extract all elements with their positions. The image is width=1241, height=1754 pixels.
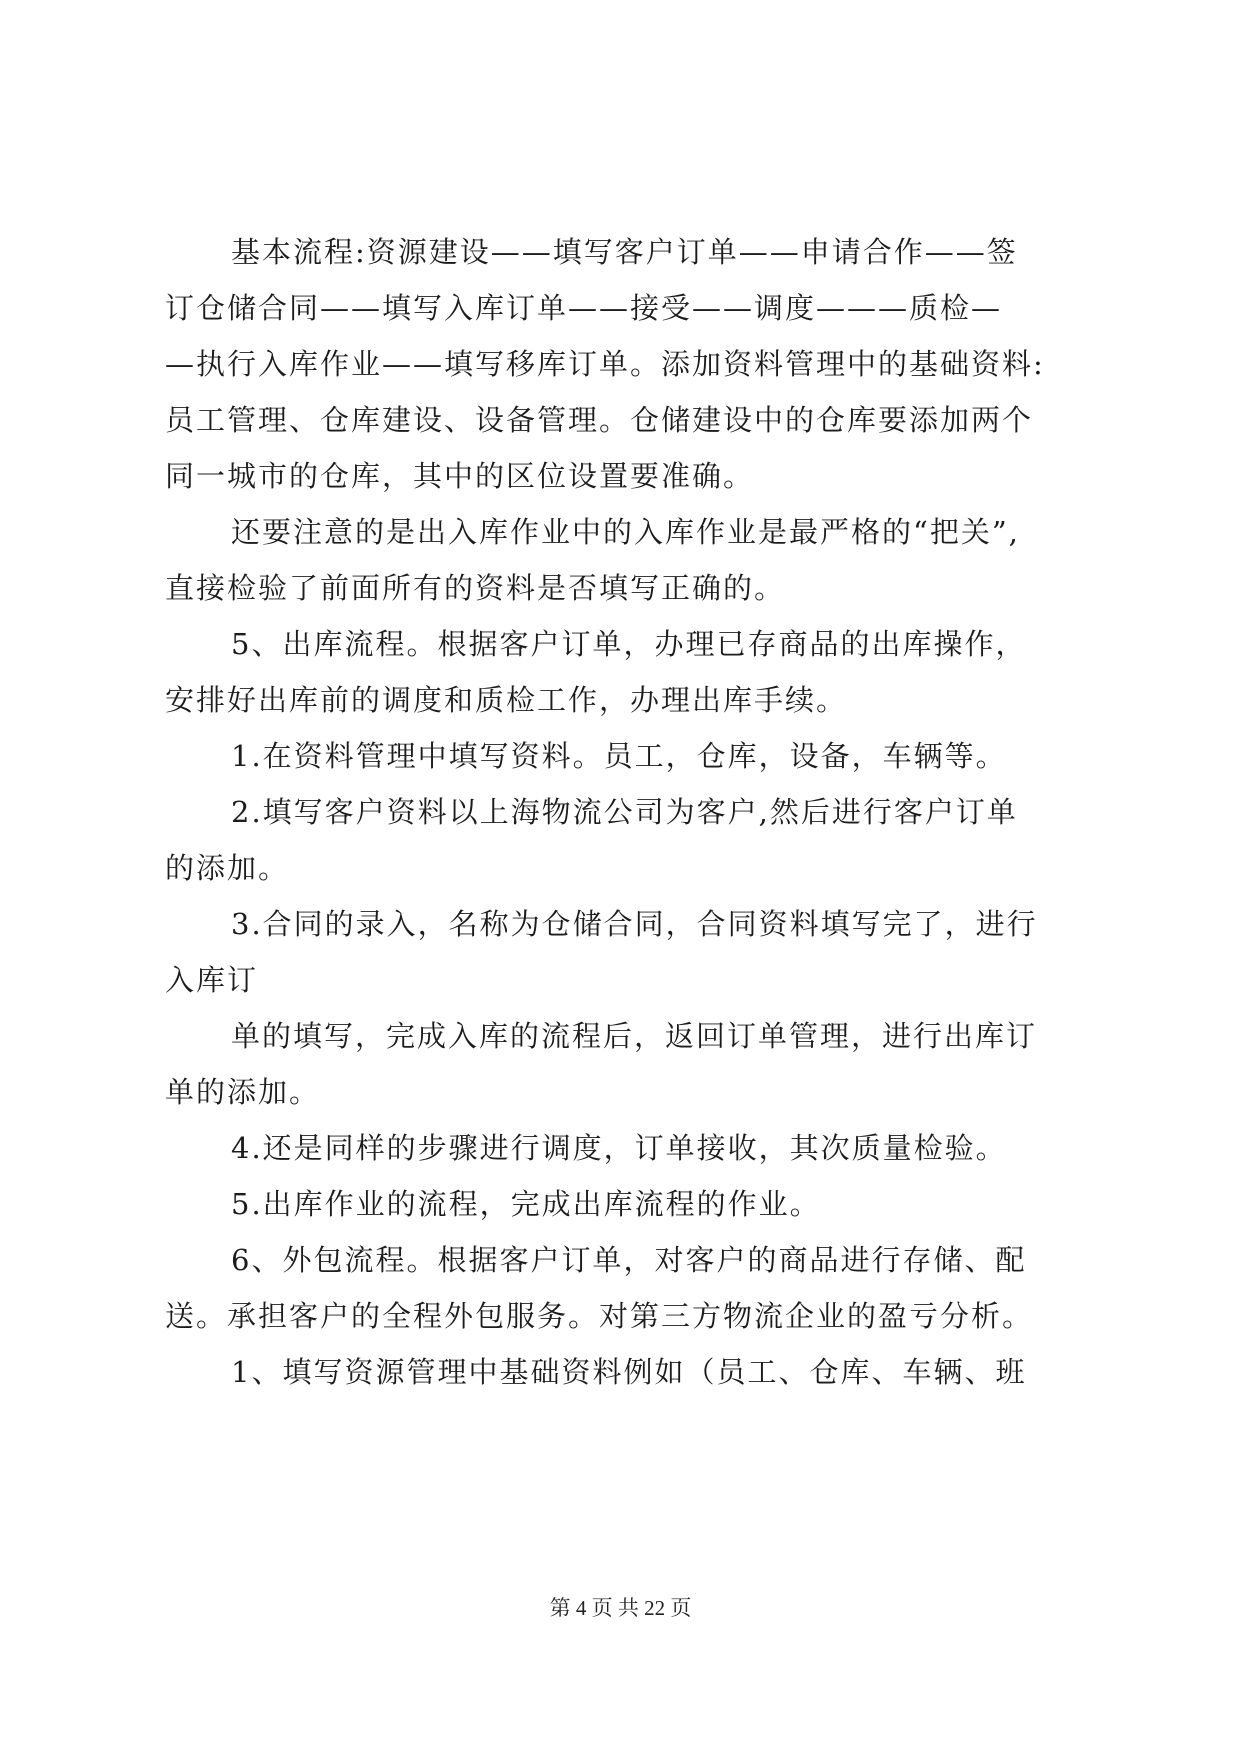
text-line: 同一城市的仓库，其中的区位设置要准确。: [165, 459, 755, 493]
text-line: 3.合同的录入，名称为仓储合同，合同资料填写完了，进行: [231, 907, 1038, 941]
text-line: 1、填写资源管理中基础资料例如（员工、仓库、车辆、班: [231, 1355, 1027, 1389]
text-line: 安排好出库前的调度和质检工作，办理出库手续。: [165, 683, 848, 717]
text-line: 送。承担客户的全程外包服务。对第三方物流企业的盈亏分析。: [165, 1299, 1034, 1333]
text-line: 入库订: [165, 963, 259, 997]
text-line: 的添加。: [165, 851, 290, 885]
text-line: 基本流程:资源建设——填写客户订单——申请合作——签: [231, 235, 1018, 269]
text-line: 1.在资料管理中填写资料。员工，仓库，设备，车辆等。: [231, 739, 1007, 773]
text-line: 订仓储合同——填写入库订单——接受——调度———质检—: [165, 291, 1003, 325]
text-line: 2.填写客户资料以上海物流公司为客户,然后进行客户订单: [231, 795, 1018, 829]
text-line: 员工管理、仓库建设、设备管理。仓储建设中的仓库要添加两个: [165, 403, 1034, 437]
text-line: 还要注意的是出入库作业中的入库作业是最严格的“把关”,: [231, 515, 1020, 549]
text-line: 4.还是同样的步骤进行调度，订单接收，其次质量检验。: [231, 1131, 1007, 1165]
text-line: —执行入库作业——填写移库订单。添加资料管理中的基础资料:: [165, 347, 1045, 381]
text-line: 6、外包流程。根据客户订单，对客户的商品进行存储、配: [231, 1243, 1027, 1277]
text-line: 直接检验了前面所有的资料是否填写正确的。: [165, 571, 786, 605]
page-number-footer: 第 4 页 共 22 页: [549, 1596, 692, 1620]
text-line: 单的添加。: [165, 1075, 321, 1109]
text-line: 单的填写，完成入库的流程后，返回订单管理，进行出库订: [231, 1019, 1038, 1053]
text-line: 5、出库流程。根据客户订单，办理已存商品的出库操作，: [231, 627, 1027, 661]
text-line: 5.出库作业的流程，完成出库流程的作业。: [231, 1187, 821, 1221]
